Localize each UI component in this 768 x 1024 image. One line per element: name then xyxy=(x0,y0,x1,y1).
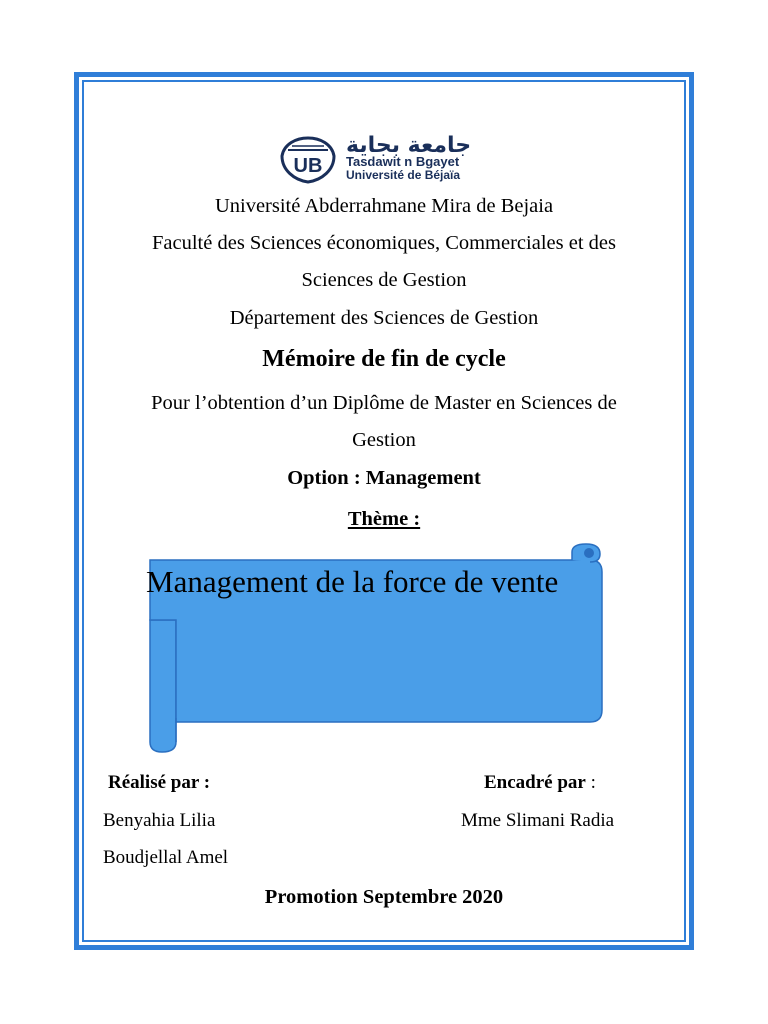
faculty-line-2: Sciences de Gestion xyxy=(301,269,467,291)
supervisor-label: Encadré par xyxy=(484,772,586,793)
theme-label: Thème : xyxy=(347,508,421,530)
supervisor-label-wrap xyxy=(484,772,596,794)
author-name-1: Benyahia Lilia xyxy=(103,810,216,831)
logo-arabic-text: جامعة بجاية xyxy=(346,133,472,158)
purpose-line-1: Pour l’obtention d’un Diplôme de Master en Sciences de xyxy=(151,392,617,414)
authors-label: Réalisé par : xyxy=(108,772,211,793)
promotion: Promotion Septembre 2020 xyxy=(264,886,504,908)
author-name-2: Boudjellal Amel xyxy=(103,847,229,868)
theme-title: Management de la force de vente xyxy=(146,564,559,599)
purpose-line-2: Gestion xyxy=(352,429,416,451)
logo-line-1: Tasdawit n Bgayet xyxy=(346,154,460,169)
department-name: Département des Sciences de Gestion xyxy=(229,307,539,329)
option-label: Option : Management xyxy=(287,467,481,489)
university-name: Université Abderrahmane Mira de Bejaia xyxy=(214,195,554,217)
logo-line-2: Université de Béjaïa xyxy=(346,168,461,182)
supervisor-name: Mme Slimani Radia xyxy=(461,810,615,831)
logo-initials: UB xyxy=(293,155,323,177)
supervisor-label-colon: : xyxy=(585,772,596,793)
faculty-line-1: Faculté des Sciences économiques, Commerciales et des xyxy=(152,232,616,254)
university-emblem-icon xyxy=(278,136,338,184)
university-logo xyxy=(278,134,498,184)
memoire-title: Mémoire de fin de cycle xyxy=(262,346,506,372)
